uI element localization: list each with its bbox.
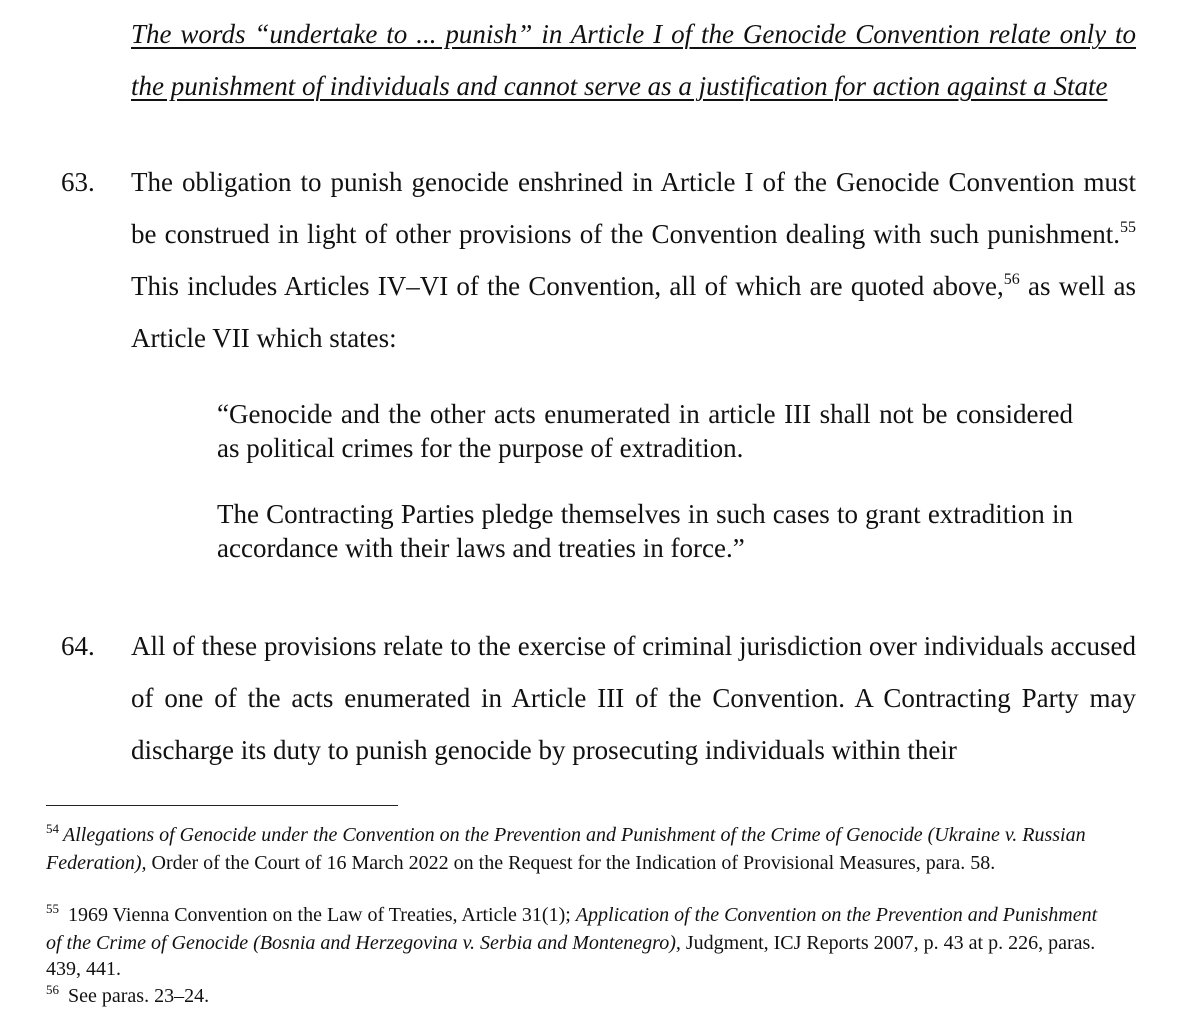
footnote-mark: 54 <box>46 821 59 836</box>
footnote-mark: 55 <box>46 901 59 916</box>
paragraph-text: All of these provisions relate to the exercise of criminal jurisdiction over individuals accused of one of the acts enumerated in Article III of the Convention. A Contracting Party may discharge its duty to punish genocide by prosecuting individuals within their <box>131 631 1136 765</box>
footnote-54 <box>46 822 1116 876</box>
footnote-text: Judgment, ICJ Reports 2007, p. 43 at p. 226, paras. 439, 441. <box>46 932 1096 980</box>
section-heading: The words “undertake to ... punish” in Article I of the Genocide Convention relate only to the punishment of individuals and cannot serve as a justification for action against a State <box>131 19 1136 101</box>
paragraph-text: This includes Articles IV–VI of the Convention, all of which are quoted above, <box>131 271 1004 301</box>
block-quote-paragraph-2: The Contracting Parties pledge themselves in such cases to grant extradition in accordance with their laws and treaties in force.” <box>217 499 1073 563</box>
footnote-text: Order of the Court of 16 March 2022 on the Request for the Indication of Provisional Measures, para. 58. <box>146 852 996 874</box>
footnote-separator <box>46 805 398 806</box>
paragraph-number: 64. <box>61 631 95 661</box>
footnote-case-title: Allegations of Genocide under the Convention on the Prevention and Punishment of the Crime of Genocide (Ukraine v. Russian Federation), <box>46 824 1086 874</box>
footnote-ref-56[interactable]: 56 <box>1003 271 1020 288</box>
footnote-case-title: Application of the Convention on the Prevention and Punishment of the Crime of Genocide (Bosnia and Herzegovina v. Serbia and Montenegro), <box>46 904 1098 954</box>
footnote-56 <box>46 983 1116 1011</box>
footnote-text: See paras. 23–24. <box>63 985 210 1007</box>
paragraph-number: 63. <box>61 167 95 197</box>
paragraph-text: The obligation to punish genocide enshrined in Article I of the Genocide Convention must be construed in light of other provisions of the Convention dealing with such punishment. <box>131 167 1136 249</box>
paragraph-64 <box>61 620 1136 776</box>
paragraph-text: as well as Article VII which states: <box>131 271 1136 353</box>
paragraph-63 <box>61 156 1136 364</box>
footnote-text: 1969 Vienna Convention on the Law of Treaties, Article 31(1); <box>63 904 576 926</box>
footnote-mark: 56 <box>46 982 59 997</box>
footnote-ref-55[interactable]: 55 <box>1120 219 1136 236</box>
footnote-55 <box>46 902 1116 982</box>
block-quote-paragraph-1: “Genocide and the other acts enumerated in article III shall not be considered as political crimes for the purpose of extradition. <box>217 399 1073 463</box>
